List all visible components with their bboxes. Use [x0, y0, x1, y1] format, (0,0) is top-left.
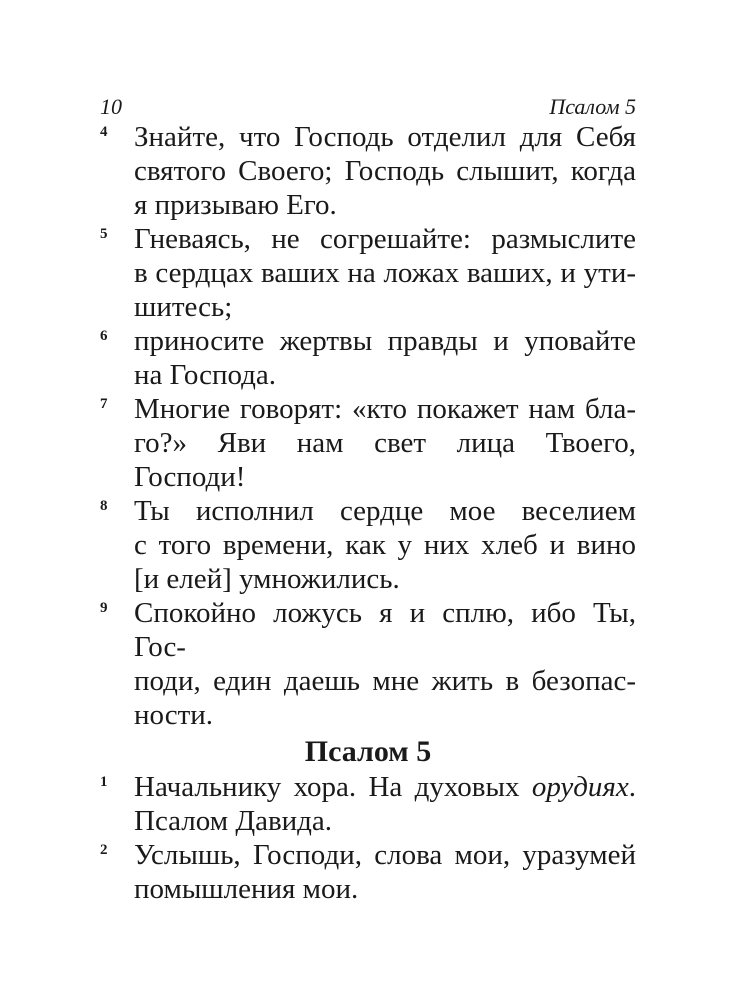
verse-text: Начальнику хора. На духовых: [134, 771, 532, 803]
verse-line: [134, 770, 636, 804]
psalm-heading: Псалом 5: [304, 735, 432, 768]
verse-number: 4: [100, 124, 108, 140]
verse-number: 1: [100, 774, 108, 790]
verse-line: с того времени, как у них хлеб и вино: [134, 529, 636, 561]
verse-number: 7: [100, 396, 108, 412]
verse-1: [100, 770, 636, 838]
verse-6: [100, 324, 636, 392]
verse-number: 5: [100, 226, 108, 242]
verse-line: го?» Яви нам свет лица Твоего, Господи!: [134, 427, 636, 493]
verse-line: поди, един даешь мне жить в безопас-: [134, 665, 636, 697]
verse-line: Знайте, что Господь отделил для Себя: [134, 121, 636, 153]
verse-number: 6: [100, 328, 108, 344]
verse-line: на Господа.: [134, 359, 277, 391]
verse-line: помышления мои.: [134, 873, 359, 905]
verse-line: святого Своего; Господь слышит, когда: [134, 155, 636, 187]
verse-9: [100, 596, 636, 732]
verse-line: Спокойно ложусь я и сплю, ибо Ты, Гос-: [134, 597, 636, 663]
verse-5: [100, 222, 636, 324]
verse-line: в сердцах ваших на ложах ваших, и ути-: [134, 257, 636, 289]
verse-4: [100, 120, 636, 222]
verse-line: Ты исполнил сердце мое веселием: [134, 495, 636, 527]
page-number: 10: [100, 94, 122, 119]
verse-number: 9: [100, 600, 108, 616]
verse-number: 2: [100, 842, 108, 858]
verse-line: Гневаясь, не согрешайте: размыслите: [134, 223, 636, 255]
italic-word: орудиях: [531, 771, 629, 803]
verse-line: я призываю Его.: [134, 189, 337, 221]
verse-text: .: [628, 771, 636, 803]
verse-2: [100, 838, 636, 906]
psalm-4-continuation: [100, 120, 636, 732]
verse-line: Псалом Давида.: [134, 805, 333, 837]
verse-7: [100, 392, 636, 494]
verse-line: шитесь;: [134, 291, 233, 323]
verse-line: [и елей] умножились.: [134, 563, 400, 595]
verse-line: приносите жертвы правды и уповайте: [134, 325, 636, 357]
verse-number: 8: [100, 498, 108, 514]
verse-line: ности.: [134, 699, 214, 731]
psalm-5: [100, 770, 636, 906]
running-title: Псалом 5: [549, 94, 636, 119]
verse-line: Услышь, Господи, слова мои, уразумей: [134, 839, 636, 871]
verse-line: Многие говорят: «кто покажет нам бла-: [134, 393, 636, 425]
running-head: [100, 93, 636, 121]
verse-8: [100, 494, 636, 596]
